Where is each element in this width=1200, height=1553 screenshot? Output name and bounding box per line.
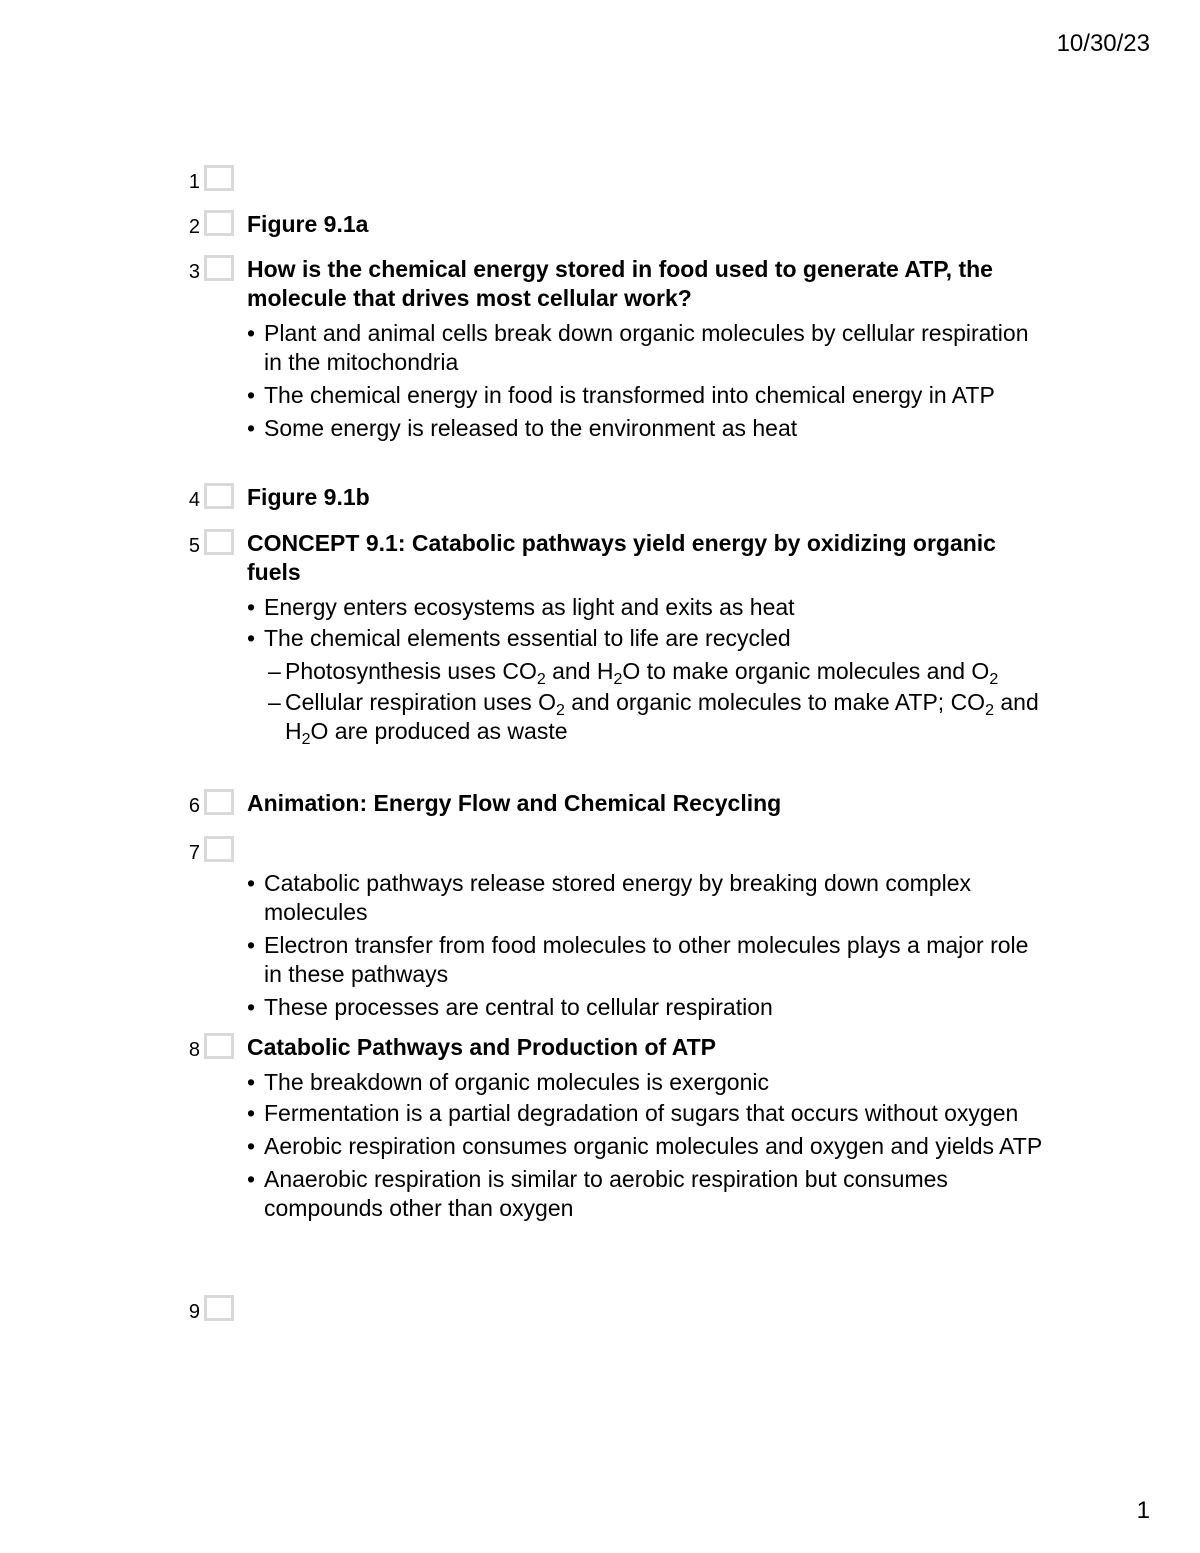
subscript: 2 [556, 702, 565, 719]
slide-number: 7 [188, 842, 200, 864]
slide-content [247, 789, 1047, 818]
slide-number: 4 [188, 489, 200, 511]
bullet: • Aerobic respiration consumes organic molecules and oxygen and yields ATP [247, 1132, 1047, 1161]
slide-number: 3 [188, 261, 200, 283]
bullet: • The chemical energy in food is transformed into chemical energy in ATP [247, 381, 1047, 410]
slide-number: 5 [188, 535, 200, 557]
bullet: • The chemical elements essential to life are recycled [247, 624, 1047, 653]
slide-content [247, 483, 1047, 512]
slide-title: Figure 9.1b [247, 484, 370, 510]
text-run: and H [545, 658, 614, 684]
bullet: • Energy enters ecosystems as light and exits as heat [247, 593, 1047, 622]
bullet: • Electron transfer from food molecules to other molecules plays a major role in these pathways [247, 931, 1047, 989]
subscript: 2 [613, 671, 623, 688]
bullet: • Some energy is released to the environment as heat [247, 414, 1047, 443]
subscript: 2 [301, 731, 311, 748]
slide-title: How is the chemical energy stored in food used to generate ATP, the molecule that drives most cellular work? [247, 256, 993, 311]
slide-number: 1 [188, 171, 200, 193]
slide-thumbnail[interactable] [204, 210, 234, 236]
slide-thumbnail[interactable] [204, 255, 234, 281]
slide-number: 2 [188, 216, 200, 238]
bullet: • The breakdown of organic molecules is exergonic [247, 1068, 1047, 1097]
slide-thumbnail[interactable] [204, 789, 234, 815]
slide-number: 8 [188, 1039, 200, 1061]
subscript: 2 [985, 702, 994, 719]
text-run: Photosynthesis uses CO [285, 658, 537, 684]
text-run: and organic molecules to make ATP; CO [564, 689, 986, 715]
text-run: O are produced as waste [310, 718, 568, 744]
slide-title [247, 529, 1047, 587]
slide-content [247, 529, 1047, 746]
dash-marker: – [268, 689, 281, 715]
slide-content [247, 210, 1047, 239]
slide-title: Figure 9.1a [247, 211, 369, 237]
bullet: • Plant and animal cells break down organic molecules by cellular respiration in the mitochondria [247, 319, 1047, 377]
slide-title [247, 789, 1047, 818]
text-run: O to make organic molecules and O [622, 658, 990, 684]
sub-bullet [247, 657, 1047, 686]
page-number: 1 [1136, 1497, 1150, 1524]
slide-thumbnail[interactable] [204, 529, 234, 555]
slide-thumbnail[interactable] [204, 165, 234, 191]
slide-thumbnail[interactable] [204, 1295, 234, 1321]
slide-title: Catabolic Pathways and Production of ATP [247, 1034, 716, 1060]
concept-label: CONCEPT 9.1 [247, 530, 398, 556]
text-run: and H [285, 689, 1039, 744]
subscript: 2 [536, 671, 546, 688]
animation-label[interactable]: Animation [247, 790, 360, 816]
header-date: 10/30/23 [1056, 30, 1150, 57]
slide-content [247, 255, 1047, 443]
sub-bullet [247, 688, 1047, 746]
bullet: • These processes are central to cellular respiration [247, 993, 1047, 1022]
slide-thumbnail[interactable] [204, 836, 234, 862]
slide-number: 6 [188, 795, 200, 817]
slide-number: 9 [188, 1301, 200, 1323]
slide-thumbnail[interactable] [204, 483, 234, 509]
bullet: • Anaerobic respiration is similar to aerobic respiration but consumes compounds other than oxygen [247, 1165, 1047, 1223]
bullet: • Fermentation is a partial degradation of sugars that occurs without oxygen [247, 1099, 1047, 1128]
bullet: • Catabolic pathways release stored energy by breaking down complex molecules [247, 869, 1047, 927]
subscript: 2 [989, 671, 999, 688]
text-run: Cellular respiration uses O [285, 689, 557, 715]
slide-thumbnail[interactable] [204, 1033, 234, 1059]
animation-title-text: : Energy Flow and Chemical Recycling [359, 790, 782, 816]
dash-marker: – [268, 658, 281, 684]
concept-title-text: : Catabolic pathways yield energy by oxidizing organic fuels [247, 530, 996, 585]
slide-content [247, 1033, 1047, 1223]
slide-content [247, 869, 1047, 1022]
